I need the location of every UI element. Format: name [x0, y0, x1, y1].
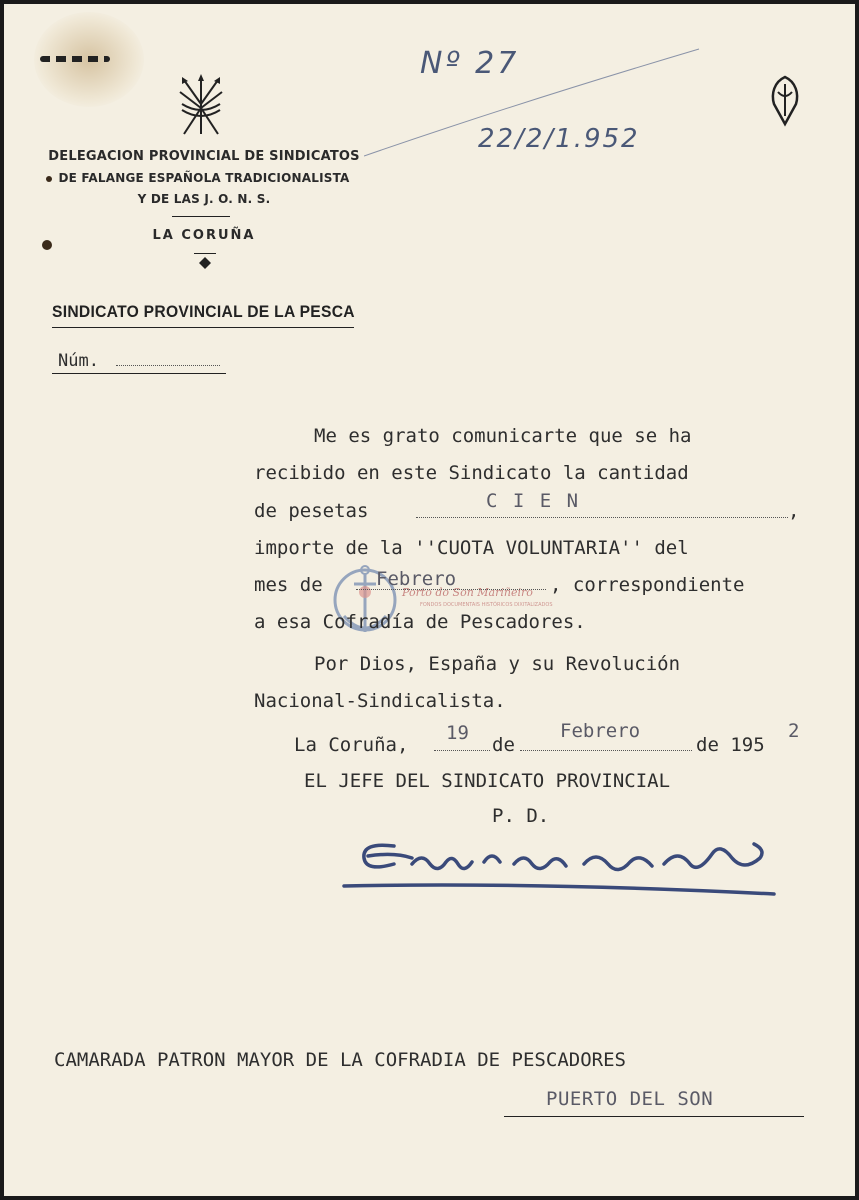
letterhead-line-3: Y DE LAS J. O. N. S. [137, 192, 271, 206]
document-page [4, 4, 855, 1196]
signatory-title: EL JEFE DEL SINDICATO PROVINCIAL [304, 770, 671, 792]
recipient-place-underline [504, 1116, 804, 1117]
diamond-icon [198, 256, 212, 270]
body-line-3-end: , [788, 500, 800, 522]
num-label: Núm. [58, 351, 99, 371]
num-underline [52, 373, 226, 374]
crest-icon [768, 74, 802, 128]
yoke-and-arrows-icon [176, 74, 226, 138]
dateline-day: 19 [446, 722, 469, 744]
num-dots [116, 365, 220, 366]
punch-mark-3 [40, 56, 110, 62]
dateline-year-digit: 2 [788, 720, 800, 742]
body-line-5-end: , correspondiente [550, 574, 745, 596]
body-line-8: Nacional-Sindicalista. [254, 690, 506, 712]
body-line-3-label: de pesetas [254, 500, 369, 522]
dateline-place: La Coruña, [294, 734, 409, 756]
handwritten-number: Nº 27 [420, 46, 520, 81]
signatory-pd: P. D. [492, 805, 550, 827]
body-line-5-label: mes de [254, 574, 323, 596]
letterhead-divider [172, 216, 230, 217]
recipient-line: CAMARADA PATRON MAYOR DE LA COFRADIA DE PESCADORES [54, 1049, 626, 1071]
watermark-title: Porto do Son Mariñeiro [402, 586, 533, 599]
city-underline [194, 253, 216, 254]
letterhead-city: LA CORUÑA [152, 228, 256, 243]
amount-dots [416, 517, 788, 518]
body-line-2: recibido en este Sindicato la cantidad [254, 462, 689, 484]
amount-value: C I E N [486, 490, 581, 512]
body-line-1: Me es grato comunicarte que se ha [314, 425, 692, 447]
section-title: SINDICATO PROVINCIAL DE LA PESCA [52, 302, 355, 321]
watermark-subtitle: FONDOS DOCUMENTAIS HISTÓRICOS DIXITALIZADOS [420, 602, 553, 608]
letterhead-line-2: DE FALANGE ESPAÑOLA TRADICIONALISTA [58, 171, 350, 185]
day-dots [434, 750, 490, 751]
dateline-de-1: de [492, 734, 515, 756]
month-value: Febrero [376, 568, 457, 590]
dateline-month: Febrero [560, 720, 641, 742]
body-line-4: importe de la ''CUOTA VOLUNTARIA'' del [254, 537, 689, 559]
date-month-dots [520, 750, 692, 751]
body-line-7: Por Dios, España y su Revolución [314, 653, 681, 675]
body-line-6: a esa Cofradía de Pescadores. [254, 611, 586, 633]
handwritten-date: 22/2/1.952 [478, 124, 640, 154]
letterhead-line-1: DELEGACION PROVINCIAL DE SINDICATOS [48, 149, 360, 164]
pencil-stroke [364, 44, 704, 164]
signature-image [334, 828, 784, 900]
recipient-place: PUERTO DEL SON [546, 1088, 714, 1110]
section-title-underline [52, 327, 354, 328]
dateline-de-2: de 195 [696, 734, 765, 756]
